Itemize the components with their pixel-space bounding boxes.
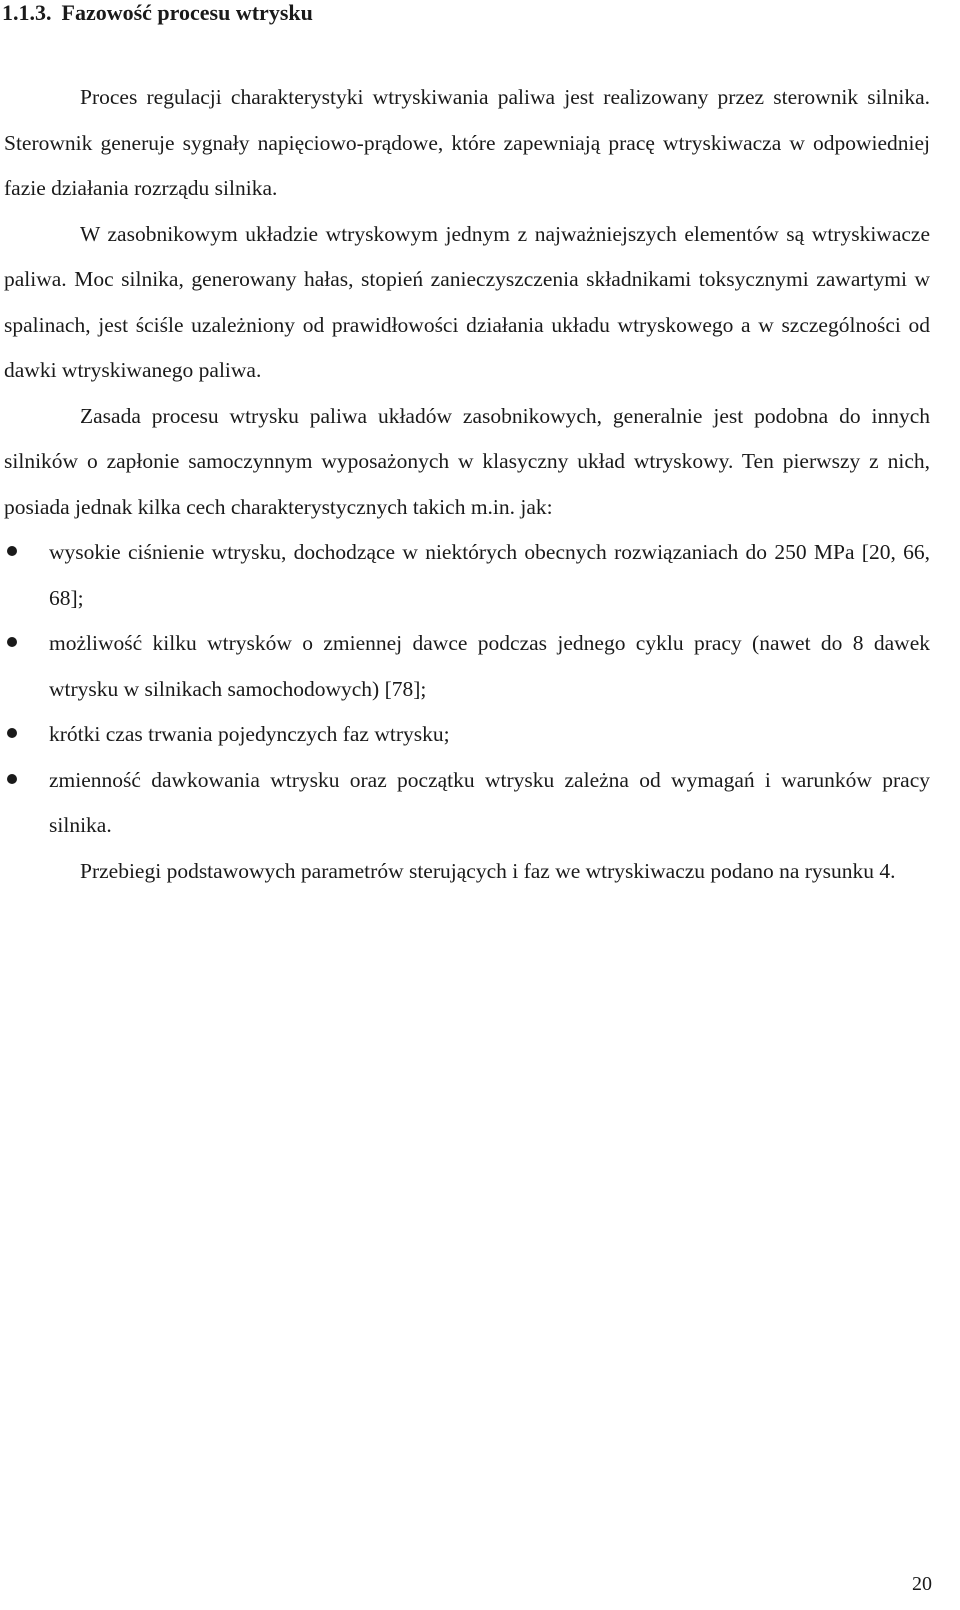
- document-body: [4, 75, 930, 894]
- bullet-icon: [7, 637, 17, 647]
- page-number: 20: [912, 1573, 932, 1595]
- list-item: [4, 758, 930, 849]
- list-item-text: zmienność dawkowania wtrysku oraz początku wtrysku zależna od wymagań i warunków pracy silnika.: [49, 767, 930, 837]
- features-list: [4, 530, 930, 849]
- list-item: [4, 712, 930, 758]
- paragraph-figure-reference: Przebiegi podstawowych parametrów sterujących i faz we wtryskiwaczu podano na rysunku 4.: [80, 858, 896, 883]
- paragraph-principle: Zasada procesu wtrysku paliwa układów zasobnikowych, generalnie jest podobna do innych silników o zapłonie samoczynnym wyposażonych w klasyczny układ wtryskowy. Ten pierwszy z nich, posiada jednak kilka cech charakterystycznych takich m.in. jak:: [4, 403, 930, 519]
- list-item-text: możliwość kilku wtrysków o zmiennej dawce podczas jednego cyklu pracy (nawet do 8 dawek wtrysku w silnikach samochodowych) [78];: [49, 631, 930, 701]
- paragraph-intro: Proces regulacji charakterystyki wtryskiwania paliwa jest realizowany przez sterownik silnika. Sterownik generuje sygnały napięciowo-prądowe, które zapewniają pracę wtryskiwacza w odpowiedniej fazie działania rozrządu silnika.: [4, 85, 930, 200]
- section-number: 1.1.3.: [2, 0, 52, 25]
- list-item: [4, 621, 930, 712]
- list-item-text: wysokie ciśnienie wtrysku, dochodzące w niektórych obecnych rozwiązaniach do 250 MPa [20, 66, 68];: [49, 540, 930, 610]
- bullet-icon: [7, 546, 17, 556]
- paragraph-injectors: W zasobnikowym układzie wtryskowym jednym z najważniejszych elementów są wtryskiwacze paliwa. Moc silnika, generowany hałas, stopień zanieczyszczenia składnikami toksycznymi zawartymi w spalinach, jest ściśle uzależniony od prawidłowości działania układu wtryskowego a w szczególności od dawki wtryskiwanego paliwa.: [4, 221, 930, 382]
- list-item: [4, 530, 930, 621]
- section-heading: [2, 0, 313, 26]
- bullet-icon: [7, 728, 17, 738]
- section-title: Fazowość procesu wtrysku: [61, 0, 313, 25]
- bullet-icon: [7, 774, 17, 784]
- list-item-text: krótki czas trwania pojedynczych faz wtrysku;: [49, 722, 450, 746]
